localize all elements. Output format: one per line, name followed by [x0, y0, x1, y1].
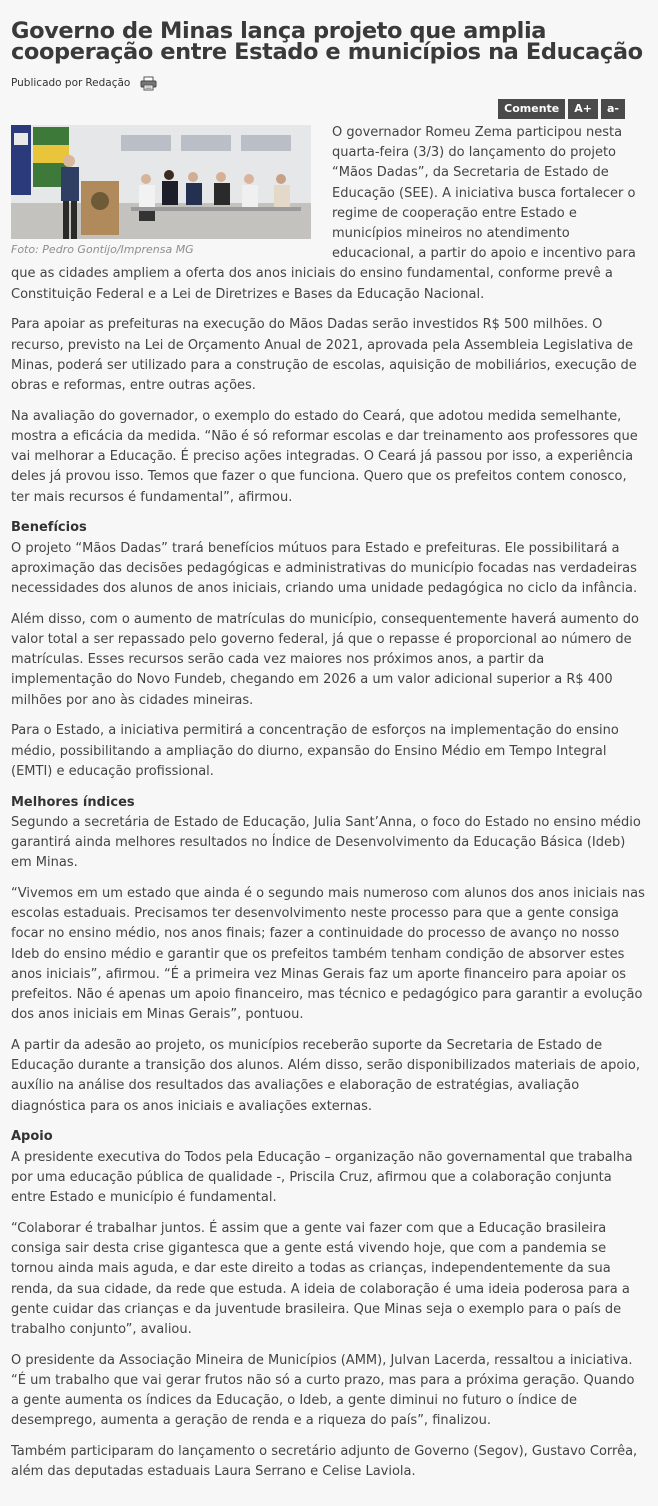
paragraph: A partir da adesão ao projeto, os municípios receberão suporte da Secretaria de Estado de Educação durante a transição dos alunos. Além disso, serão disponibilizados materiais de apoio, auxílio na análise dos resultados das avaliações e elaboração de estratégias, avaliação diagnóstica para os anos iniciais e avaliações externas.	[11, 1038, 640, 1114]
paragraph: “Vivemos em um estado que ainda é o segundo mais numeroso com alunos dos anos iniciais nas escolas estaduais. Precisamos ter desenvolvimento neste processo para que a gente consiga focar no ensino médio, nos anos finais; fazer a continuidade do processo de avanço no nosso Ideb do ensino médio e garantir que os prefeitos também tenham condição de absorver estes anos iniciais”, afirmou. “É a primeira vez Minas Gerais faz um aporte financeiro para apoiar os prefeitos. Não é apenas um apoio financeiro, mas técnico e pedagógico para garantir a evolução dos anos iniciais em Minas Gerais”, pontuou.	[11, 886, 645, 1023]
section-melhores-indices	[11, 793, 646, 874]
subheading-melhores-indices: Melhores índices	[11, 794, 135, 810]
subheading-beneficios: Benefícios	[11, 520, 87, 536]
article-photo	[11, 125, 311, 239]
paragraph: Também participaram do lançamento o secretário adjunto de Governo (Segov), Gustavo Corrêa, além das deputadas estaduais Laura Serrano e Celise Laviola.	[11, 1444, 638, 1480]
author-name: Redação	[85, 77, 131, 89]
paragraph: Para apoiar as prefeituras na execução do Mãos Dadas serão investidos R$ 500 milhões. O recurso, previsto na Lei de Orçamento Anual de 2021, aprovada pela Assembleia Legislativa de Minas, poderá ser utilizado para a construção de escolas, aquisição de mobiliários, execução de obras e reformas, entre outras ações.	[11, 317, 637, 394]
section-apoio	[11, 1127, 646, 1208]
print-icon[interactable]	[140, 76, 157, 91]
paragraph: “Colaborar é trabalhar juntos. É assim que a gente vai fazer com que a Educação brasileira consiga sair desta crise gigantesca que a gente está vivendo hoje, que com a pandemia se tornou ainda mais aguda, e dar este direito a todas as crianças, independentemente da sua renda, da sua cidade, da rede que estuda. A ideia de colaboração é uma ideia poderosa para a gente cuidar das crianças e da juventude brasileira. Que Minas seja o exemplo para o país de trabalho conjunto”, avaliou.	[11, 1220, 630, 1337]
article-toolbar	[498, 99, 625, 119]
paragraph: O presidente da Associação Mineira de Municípios (AMM), Julvan Lacerda, ressaltou a iniciativa. “É um trabalho que vai gerar frutos não só a curto prazo, mas para a próxima geração. Quando a gente aumenta os índices da Educação, o Ideb, a gente diminui no futuro o índice de desemprego, aumenta a geração de renda e a riqueza do país”, finalizou.	[11, 1352, 635, 1429]
comment-button[interactable]: Comente	[498, 99, 565, 119]
paragraph: A presidente executiva do Todos pela Educação – organização não governamental que trabalha por uma educação pública de qualidade -, Priscila Cruz, afirmou que a colaboração conjunta entre Estado e município é fundamental.	[11, 1149, 633, 1206]
paragraph: Além disso, com o aumento de matrículas do município, consequentemente haverá aumento do valor total a ser repassado pelo governo federal, já que o repasse é proporcional ao número de matrículas. Esses recursos serão cada vez maiores nos próximos anos, a partir da implementação do Novo Fundeb, chegando em 2026 a um valor adicional superior a R$ 400 milhões por ano às cidades mineiras.	[11, 611, 639, 708]
paragraph: Para o Estado, a iniciativa permitirá a concentração de esforços na implementação do ensino médio, possibilitando a ampliação do diurno, expansão do Ensino Médio em Tempo Integral (EMTI) e educação profissional.	[11, 723, 619, 779]
photo-caption: Foto: Pedro Gontijo/Imprensa MG	[11, 243, 194, 256]
font-increase-button[interactable]: A+	[568, 99, 598, 119]
byline	[11, 72, 646, 94]
paragraph: O projeto “Mãos Dadas” trará benefícios mútuos para Estado e prefeituras. Ele possibilitará a aproximação das decisões pedagógicas e administrativas do município focadas nas verdadeiras necessidades dos alunos de anos iniciais, criando uma unidade pedagógica no ciclo da infância.	[11, 540, 638, 597]
paragraph: Segundo a secretária de Estado de Educação, Julia Sant’Anna, o foco do Estado no ensino médio garantirá ainda melhores resultados no Índice de Desenvolvimento da Educação Básica (Ideb) em Minas.	[11, 814, 641, 871]
paragraph: Na avaliação do governador, o exemplo do estado do Ceará, que adotou medida semelhante, mostra a eficácia da medida. “Não é só reformar escolas e dar treinamento aos professores que vai melhorar a Educação. É preciso ações integradas. O Ceará já passou por isso, a experiência deles já provou isso. Temos que fazer o que funciona. Quero que os prefeitos contem conosco, ter mais recursos é fundamental”, afirmou.	[11, 408, 638, 505]
font-decrease-button[interactable]: a-	[601, 99, 625, 119]
article-figure	[11, 125, 311, 257]
article-body	[11, 123, 646, 1483]
section-beneficios	[11, 518, 646, 599]
page-title: Governo de Minas lança projeto que amplia cooperação entre Estado e municípios na Educação	[11, 18, 643, 65]
paragraph: O governador Romeu Zema participou nesta quarta-feira (3/3) do lançamento do projeto “Mãos Dadas”, da Secretaria de Estado de Educação (SEE). A iniciativa busca fortalecer o regime de cooperação entre Estado e municípios mineiros no atendimento educacional, a partir do apoio e incentivo para que as cidades ampliem a oferta dos anos iniciais do ensino fundamental, conforme prevê a Constituição Federal e a Lei de Diretrizes e Bases da Educação Nacional.	[11, 125, 636, 302]
subheading-apoio: Apoio	[11, 1129, 53, 1145]
published-prefix: Publicado por	[11, 77, 83, 89]
